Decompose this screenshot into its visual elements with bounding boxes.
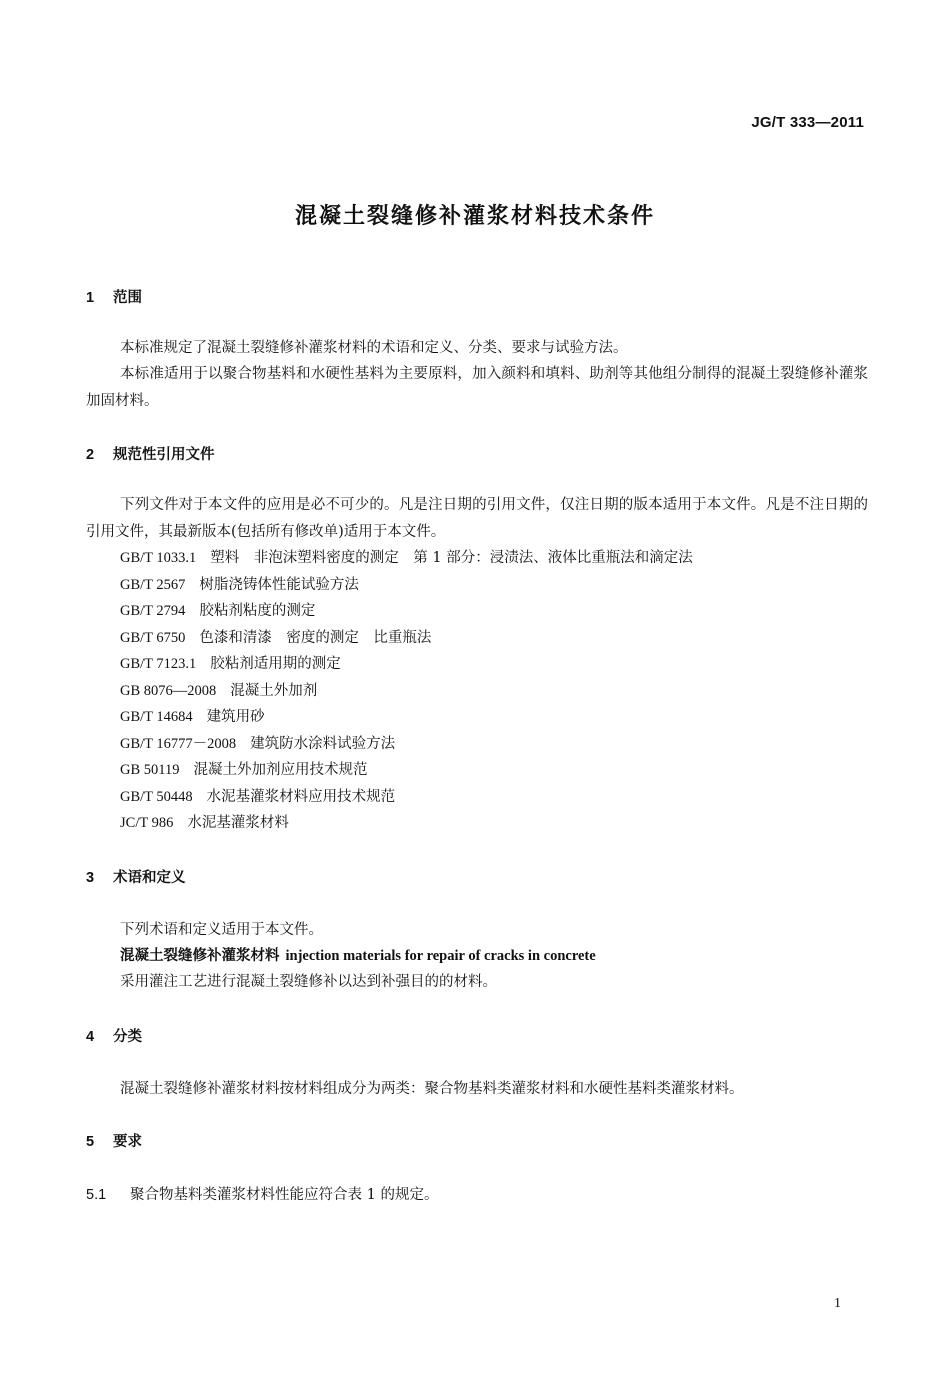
reference-item	[120, 731, 693, 758]
reference-title: 树脂浇铸体性能试验方法	[199, 576, 359, 593]
normative-references-intro: 下列文件对于本文件的应用是必不可少的。凡是注日期的引用文件，仅注日期的版本适用于本文件。凡是不注日期的引用文件，其最新版本(包括所有修改单)适用于本文件。	[86, 497, 868, 540]
reference-code: GB/T 1033.1	[120, 550, 197, 566]
terms-intro: 下列术语和定义适用于本文件。	[120, 922, 323, 938]
reference-item	[120, 598, 693, 625]
reference-title: 色漆和清漆 密度的测定 比重瓶法	[199, 629, 432, 646]
subclause-5-1	[86, 1183, 438, 1204]
reference-item	[120, 545, 693, 572]
reference-title: 塑料 非泡沫塑料密度的测定 第 1 部分：浸渍法、液体比重瓶法和滴定法	[210, 550, 693, 566]
reference-item	[120, 704, 693, 731]
section-title: 术语和定义	[113, 870, 186, 886]
reference-title: 水泥基灌浆材料	[187, 815, 289, 831]
scope-paragraph-1: 本标准规定了混凝土裂缝修补灌浆材料的术语和定义、分类、要求与试验方法。	[120, 340, 628, 356]
reference-item	[120, 757, 693, 784]
document-title: 混凝土裂缝修补灌浆材料技术条件	[294, 204, 655, 229]
reference-title: 混凝土外加剂	[230, 682, 318, 699]
reference-title: 胶粘剂粘度的测定	[199, 603, 316, 619]
standard-code: JG/T 333—2011	[751, 114, 864, 131]
section-title: 分类	[113, 1029, 142, 1045]
section-3-heading	[86, 866, 186, 887]
reference-code: GB/T 2567	[120, 576, 186, 593]
reference-title: 建筑防水涂料试验方法	[250, 735, 396, 752]
section-4-heading	[86, 1025, 142, 1046]
section-5-heading	[86, 1130, 142, 1151]
reference-code: GB/T 6750	[120, 629, 186, 646]
page-number: 1	[834, 1296, 841, 1311]
section-title: 规范性引用文件	[113, 447, 215, 463]
section-1-heading	[86, 286, 142, 307]
subclause-text: 聚合物基料类灌浆材料性能应符合表 1 的规定。	[130, 1187, 439, 1203]
section-title: 范围	[113, 290, 142, 306]
term-entry	[120, 944, 596, 965]
reference-code: GB 50119	[120, 762, 180, 778]
reference-item	[120, 625, 693, 652]
reference-code: GB/T 7123.1	[120, 656, 197, 672]
reference-item	[120, 784, 693, 811]
term-definition: 采用灌注工艺进行混凝土裂缝修补以达到补强目的的材料。	[120, 974, 497, 990]
reference-code: GB 8076—2008	[120, 682, 217, 699]
reference-item	[120, 572, 693, 599]
section-2-heading	[86, 443, 215, 464]
scope-paragraph-2: 本标准适用于以聚合物基料和水硬性基料为主要原料，加入颜料和填料、助剂等其他组分制得的混凝土裂缝修补灌浆加固材料。	[86, 366, 868, 409]
section-number: 2	[86, 447, 95, 463]
section-number: 1	[86, 290, 95, 306]
reference-code: GB/T 50448	[120, 788, 193, 805]
reference-title: 水泥基灌浆材料应用技术规范	[206, 788, 396, 805]
reference-title: 建筑用砂	[206, 709, 265, 725]
subclause-number: 5.1	[86, 1187, 107, 1203]
reference-item	[120, 678, 693, 705]
section-number: 3	[86, 870, 95, 886]
classification-paragraph: 混凝土裂缝修补灌浆材料按材料组成分为两类：聚合物基料类灌浆材料和水硬性基料类灌浆材料。	[120, 1081, 744, 1097]
section-number: 4	[86, 1029, 95, 1045]
section-number: 5	[86, 1134, 95, 1150]
reference-code: GB/T 16777－2008	[120, 735, 237, 752]
section-title: 要求	[113, 1134, 142, 1150]
term-chinese: 混凝土裂缝修补灌浆材料	[120, 948, 280, 964]
term-english: injection materials for repair of cracks in concrete	[285, 948, 596, 964]
reference-title: 胶粘剂适用期的测定	[210, 656, 341, 672]
reference-list	[120, 545, 693, 837]
reference-item	[120, 810, 693, 837]
reference-item	[120, 651, 693, 678]
reference-code: GB/T 2794	[120, 603, 186, 619]
reference-code: GB/T 14684	[120, 709, 193, 725]
reference-code: JC/T 986	[120, 815, 174, 831]
reference-title: 混凝土外加剂应用技术规范	[193, 762, 368, 778]
